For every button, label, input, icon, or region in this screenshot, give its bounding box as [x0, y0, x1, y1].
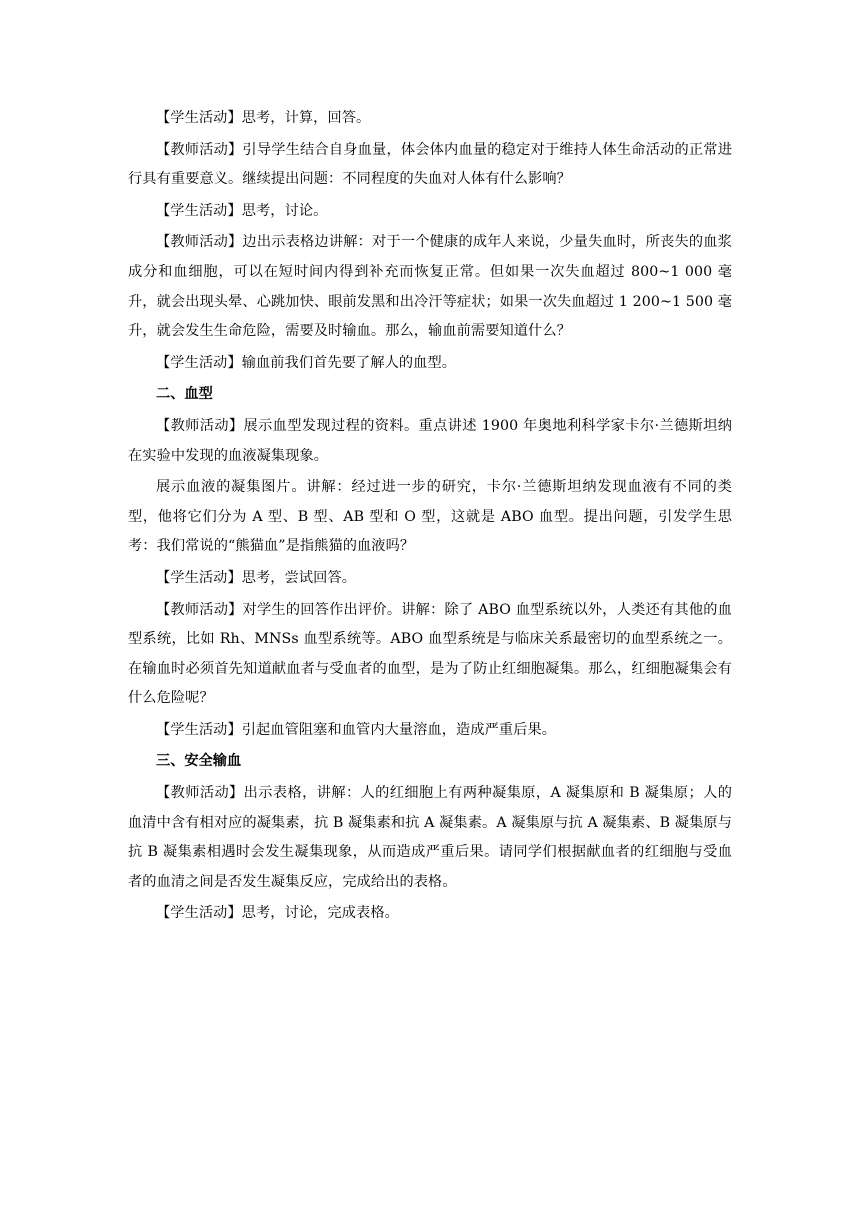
paragraph-teacher-activity-2: 【教师活动】边出示表格边讲解：对于一个健康的成年人来说，少量失血时，所丧失的血浆成分和血细胞，可以在短时间内得到补充而恢复正常。但如果一次失血超过 800~1 000 毫升，就会出现头晕、心跳加快、眼前发黑和出冷汗等症状；如果一次失血超过 1 200~1 500 毫升，就会发生生命危险，需要及时输血。那么，输血前需要知道什么？ — [128, 234, 732, 340]
section-heading-blood-type: 二、血型 — [156, 386, 213, 403]
paragraph-student-activity-3: 【学生活动】输血前我们首先要了解人的血型。 — [156, 354, 457, 371]
paragraph-teacher-activity-3: 【教师活动】展示血型发现过程的资料。重点讲述 1900 年奥地利科学家卡尔·兰德斯坦纳在实验中发现的血液凝集现象。 — [128, 417, 732, 464]
paragraph-teacher-activity-5: 【教师活动】出示表格，讲解：人的红细胞上有两种凝集原，A 凝集原和 B 凝集原；人的血清中含有相对应的凝集素，抗 B 凝集素和抗 A 凝集素。A 凝集原与抗 A 凝集素、B 凝集原与抗 B 凝集素相遇时会发生凝集现象，从而造成严重后果。请同学们根据献血者的红细胞与受血者的血清之间是否发生凝集反应，完成给出的表格。 — [128, 785, 732, 890]
paragraph-student-activity-1: 【学生活动】思考，计算，回答。 — [156, 110, 371, 126]
paragraph-student-activity-6: 【学生活动】思考，讨论，完成表格。 — [156, 905, 399, 922]
paragraph-teacher-activity-4: 【教师活动】对学生的回答作出评价。讲解：除了 ABO 血型系统以外，人类还有其他的血型系统，比如 Rh、MNSs 血型系统等。ABO 血型系统是与临床关系最密切的血型系统之一。在输血时必须首先知道献血者与受血者的血型，是为了防止红细胞凝集。那么，红细胞凝集会有什么危险呢？ — [128, 601, 732, 707]
paragraph-student-activity-2: 【学生活动】思考，讨论。 — [156, 202, 328, 219]
paragraph-student-activity-5: 【学生活动】引起血管阻塞和血管内大量溶血，造成严重后果。 — [156, 721, 557, 738]
paragraph-teacher-activity-1: 【教师活动】引导学生结合自身血量，体会体内血量的稳定对于维持人体生命活动的正常进行具有重要意义。继续提出问题：不同程度的失血对人体有什么影响？ — [128, 141, 732, 188]
paragraph-student-activity-4: 【学生活动】思考，尝试回答。 — [156, 569, 357, 586]
document-page — [128, 104, 732, 931]
paragraph-agglutination-explanation: 展示血液的凝集图片。讲解：经过进一步的研究，卡尔·兰德斯坦纳发现血液有不同的类型，他将它们分为 A 型、B 型、AB 型和 O 型，这就是 ABO 血型。提出问题，引发学生思考：我们常说的“熊猫血”是指熊猫的血液吗？ — [128, 479, 732, 555]
section-heading-safe-transfusion: 三、安全输血 — [156, 753, 242, 770]
